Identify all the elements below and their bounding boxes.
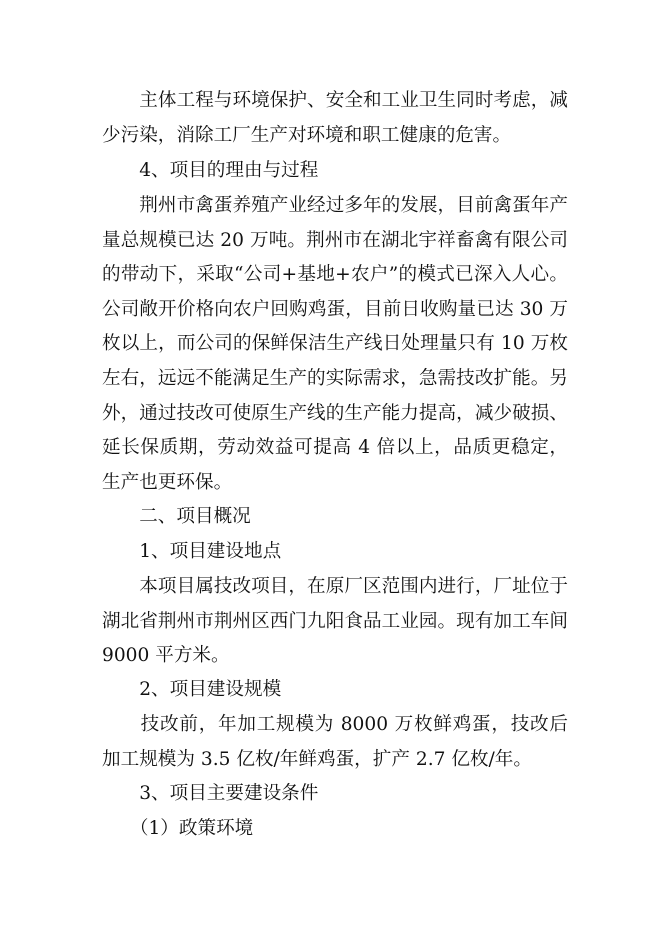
paragraph-reasons: 荆州市禽蛋养殖产业经过多年的发展，目前禽蛋年产量总规模已达 20 万吨。荆州市在湖北宇祥畜禽有限公司的带动下，采取“公司+基地+农户”的模式已深入人心。公司敞开价格向农户回购鸡蛋，目前日收购量已达 30 万枚以上，而公司的保鲜保洁生产线日处理量只有 10 万枚左右，远远不能满足生产的实际需求，急需技改扩能。另外，通过技改可使原生产线的生产能力提高，减少破损、延长保质期，劳动效益可提高 4 倍以上，品质更稳定，生产也更环保。 — [102, 195, 568, 493]
heading-main-conditions: 3、项目主要建设条件 — [102, 783, 319, 804]
paragraph-scale: 技改前，年加工规模为 8000 万枚鲜鸡蛋，技改后加工规模为 3.5 亿枚/年鲜鸡蛋，扩产 2.7 亿枚/年。 — [102, 714, 568, 770]
heading-construction-site: 1、项目建设地点 — [102, 541, 282, 562]
heading-project-overview: 二、项目概况 — [102, 506, 251, 527]
heading-construction-scale: 2、项目建设规模 — [102, 679, 282, 700]
paragraph-environment: 主体工程与环境保护、安全和工业卫生同时考虑，减少污染，消除工厂生产对环境和职工健康的危害。 — [102, 90, 568, 146]
heading-reasons-process: 4、项目的理由与过程 — [102, 160, 319, 181]
paragraph-site: 本项目属技改项目，在原厂区范围内进行，厂址位于湖北省荆州市荆州区西门九阳食品工业园。现有加工车间 9000 平方米。 — [102, 576, 568, 667]
heading-policy-environment: （1）政策环境 — [102, 818, 254, 839]
